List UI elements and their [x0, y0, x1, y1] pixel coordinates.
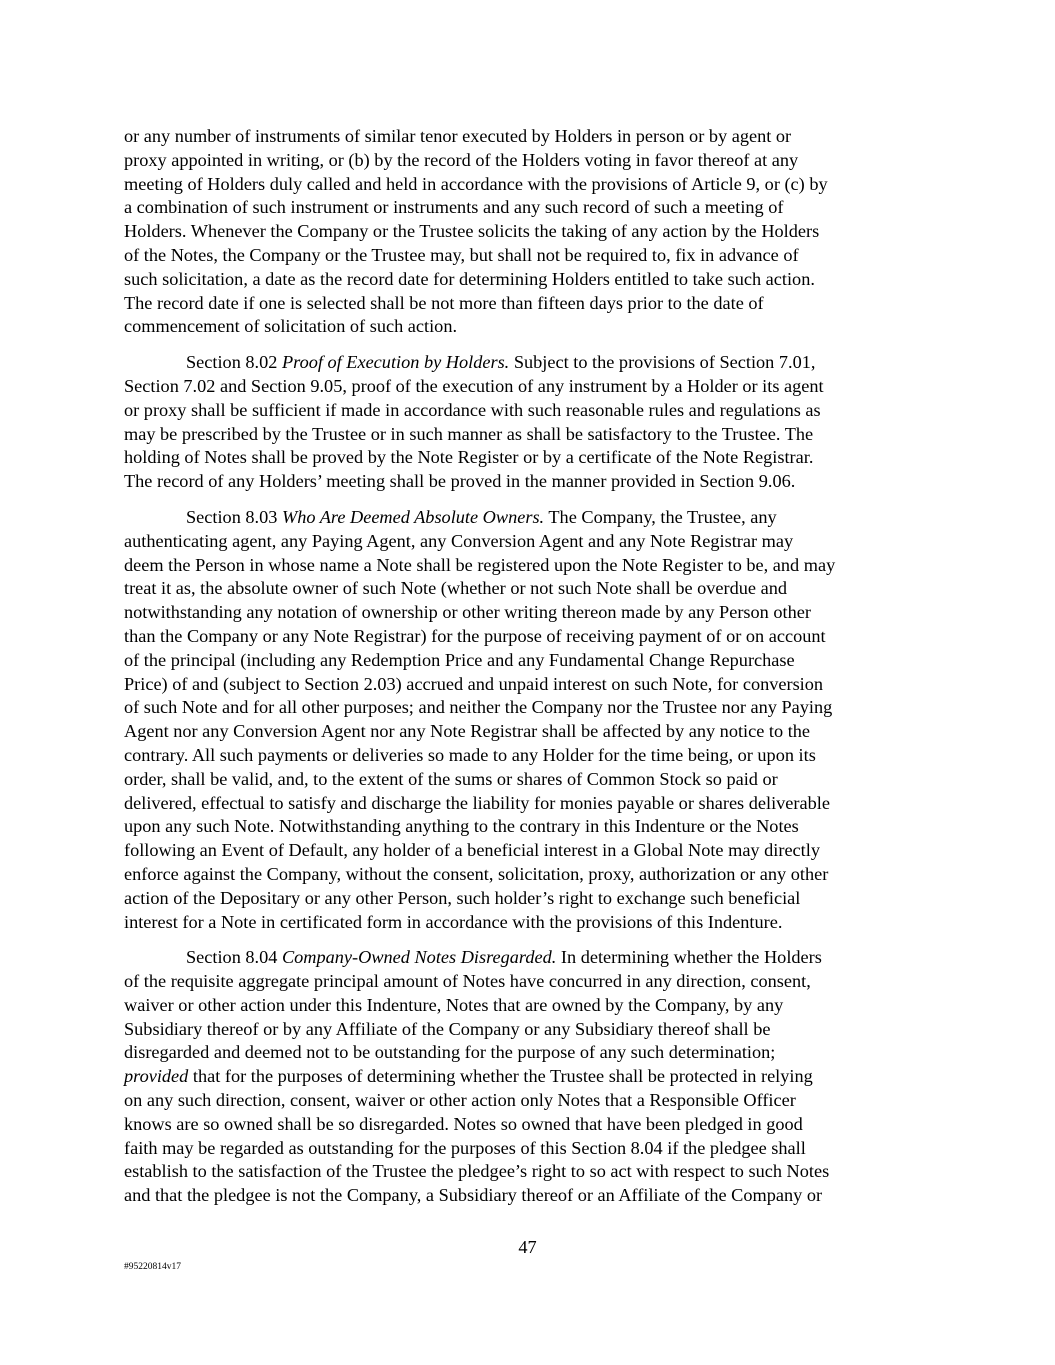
text-line: Subsidiary thereof or by any Affiliate of the Company or any Subsidiary thereof shall be [124, 1018, 771, 1039]
text-line: treat it as, the absolute owner of such Note (whether or not such Note shall be overdue and [124, 578, 787, 599]
section-8-04-paragraph [124, 946, 936, 1208]
text-line: or proxy shall be sufficient if made in accordance with such reasonable rules and regulations as [124, 399, 821, 420]
text-line: and that the pledgee is not the Company, a Subsidiary thereof or an Affiliate of the Company or [124, 1185, 823, 1206]
text-line: or any number of instruments of similar tenor executed by Holders in person or by agent or [124, 126, 792, 146]
text-line: holding of Notes shall be proved by the Note Register or by a certificate of the Note Registrar. [124, 447, 814, 468]
text-line: faith may be regarded as outstanding for the purposes of this Section 8.04 if the pledgee shall [124, 1137, 806, 1158]
section-8-02-paragraph [124, 351, 936, 494]
text-line: provided that for the purposes of determining whether the Trustee shall be protected in relying [124, 1066, 813, 1087]
document-id: #95220814v17 [124, 1262, 181, 1272]
section-8-03-paragraph [124, 506, 936, 934]
text-line: Section 7.02 and Section 9.05, proof of the execution of any instrument by a Holder or its agent [124, 375, 824, 396]
document-body [124, 125, 936, 1220]
text-line: action of the Depositary or any other Person, such holder’s right to exchange such beneficial [124, 887, 801, 908]
text-line: than the Company or any Note Registrar) for the purpose of receiving payment of or on account [124, 625, 826, 646]
text-line: on any such direction, consent, waiver or other action only Notes that a Responsible Officer [124, 1090, 796, 1111]
text-line: establish to the satisfaction of the Trustee the pledgee’s right to so act with respect to such Notes [124, 1161, 830, 1182]
text-line: of the Notes, the Company or the Trustee may, but shall not be required to, fix in advance of [124, 244, 799, 265]
page-number: 47 [518, 1237, 537, 1257]
text-line: upon any such Note. Notwithstanding anything to the contrary in this Indenture or the Notes [124, 816, 799, 837]
text-line: enforce against the Company, without the consent, solicitation, proxy, authorization or any other [124, 863, 829, 884]
text-line: such solicitation, a date as the record date for determining Holders entitled to take such action. [124, 268, 815, 289]
text-line: knows are so owned shall be so disregarded. Notes so owned that have been pledged in good [124, 1113, 803, 1134]
text-line: meeting of Holders duly called and held in accordance with the provisions of Article 9, or (c) by [124, 173, 828, 194]
text-line: Section 8.02 Proof of Execution by Holders. Subject to the provisions of Section 7.01, [186, 352, 816, 373]
text-line: Section 8.03 Who Are Deemed Absolute Owners. The Company, the Trustee, any [186, 506, 777, 527]
section-heading: Who Are Deemed Absolute Owners. [281, 506, 545, 527]
text-line: order, shall be valid, and, to the extent of the sums or shares of Common Stock so paid or [124, 768, 778, 789]
text-line: Holders. Whenever the Company or the Trustee solicits the taking of any action by the Holders [124, 221, 820, 242]
text-line: of the principal (including any Redemption Price and any Fundamental Change Repurchase [124, 649, 795, 670]
text-line: proxy appointed in writing, or (b) by the record of the Holders voting in favor thereof at any [124, 149, 799, 170]
text-line: Agent nor any Conversion Agent nor any Note Registrar shall be affected by any notice to the [124, 721, 811, 742]
text-line: Section 8.04 Company-Owned Notes Disregarded. In determining whether the Holders [186, 947, 822, 968]
text-line: The record date if one is selected shall be not more than fifteen days prior to the date of [124, 292, 764, 313]
text-line: of the requisite aggregate principal amount of Notes have concurred in any direction, consent, [124, 971, 811, 992]
section-heading: Company-Owned Notes Disregarded. [281, 947, 557, 968]
text-line: a combination of such instrument or instruments and any such record of such a meeting of [124, 197, 784, 218]
text-line: of such Note and for all other purposes; and neither the Company nor the Trustee nor any Paying [124, 697, 833, 718]
text-line: interest for a Note in certificated form in accordance with the provisions of this Indenture. [124, 911, 783, 932]
text-line: commencement of solicitation of such action. [124, 316, 458, 337]
text-line: waiver or other action under this Indenture, Notes that are owned by the Company, by any [124, 994, 784, 1015]
text-line: The record of any Holders’ meeting shall be proved in the manner provided in Section 9.06. [124, 471, 796, 492]
text-line: deem the Person in whose name a Note shall be registered upon the Note Register to be, and may [124, 554, 836, 575]
text-line: notwithstanding any notation of ownership or other writing thereon made by any Person other [124, 602, 811, 623]
text-line: Price) of and (subject to Section 2.03) accrued and unpaid interest on such Note, for conversion [124, 673, 824, 694]
text-line: contrary. All such payments or deliveries so made to any Holder for the time being, or upon its [124, 744, 816, 765]
text-line: may be prescribed by the Trustee or in such manner as shall be satisfactory to the Trustee. The [124, 423, 814, 444]
text-line: disregarded and deemed not to be outstanding for the purpose of any such determination; [124, 1042, 776, 1063]
text-line: authenticating agent, any Paying Agent, any Conversion Agent and any Note Registrar may [124, 530, 794, 551]
text-line: delivered, effectual to satisfy and discharge the liability for monies payable or shares deliverable [124, 792, 830, 813]
paragraph-continuation [124, 125, 936, 339]
text-line: following an Event of Default, any holder of a beneficial interest in a Global Note may directly [124, 840, 820, 861]
emphasis-provided: provided [124, 1066, 189, 1087]
section-heading: Proof of Execution by Holders. [281, 352, 510, 373]
